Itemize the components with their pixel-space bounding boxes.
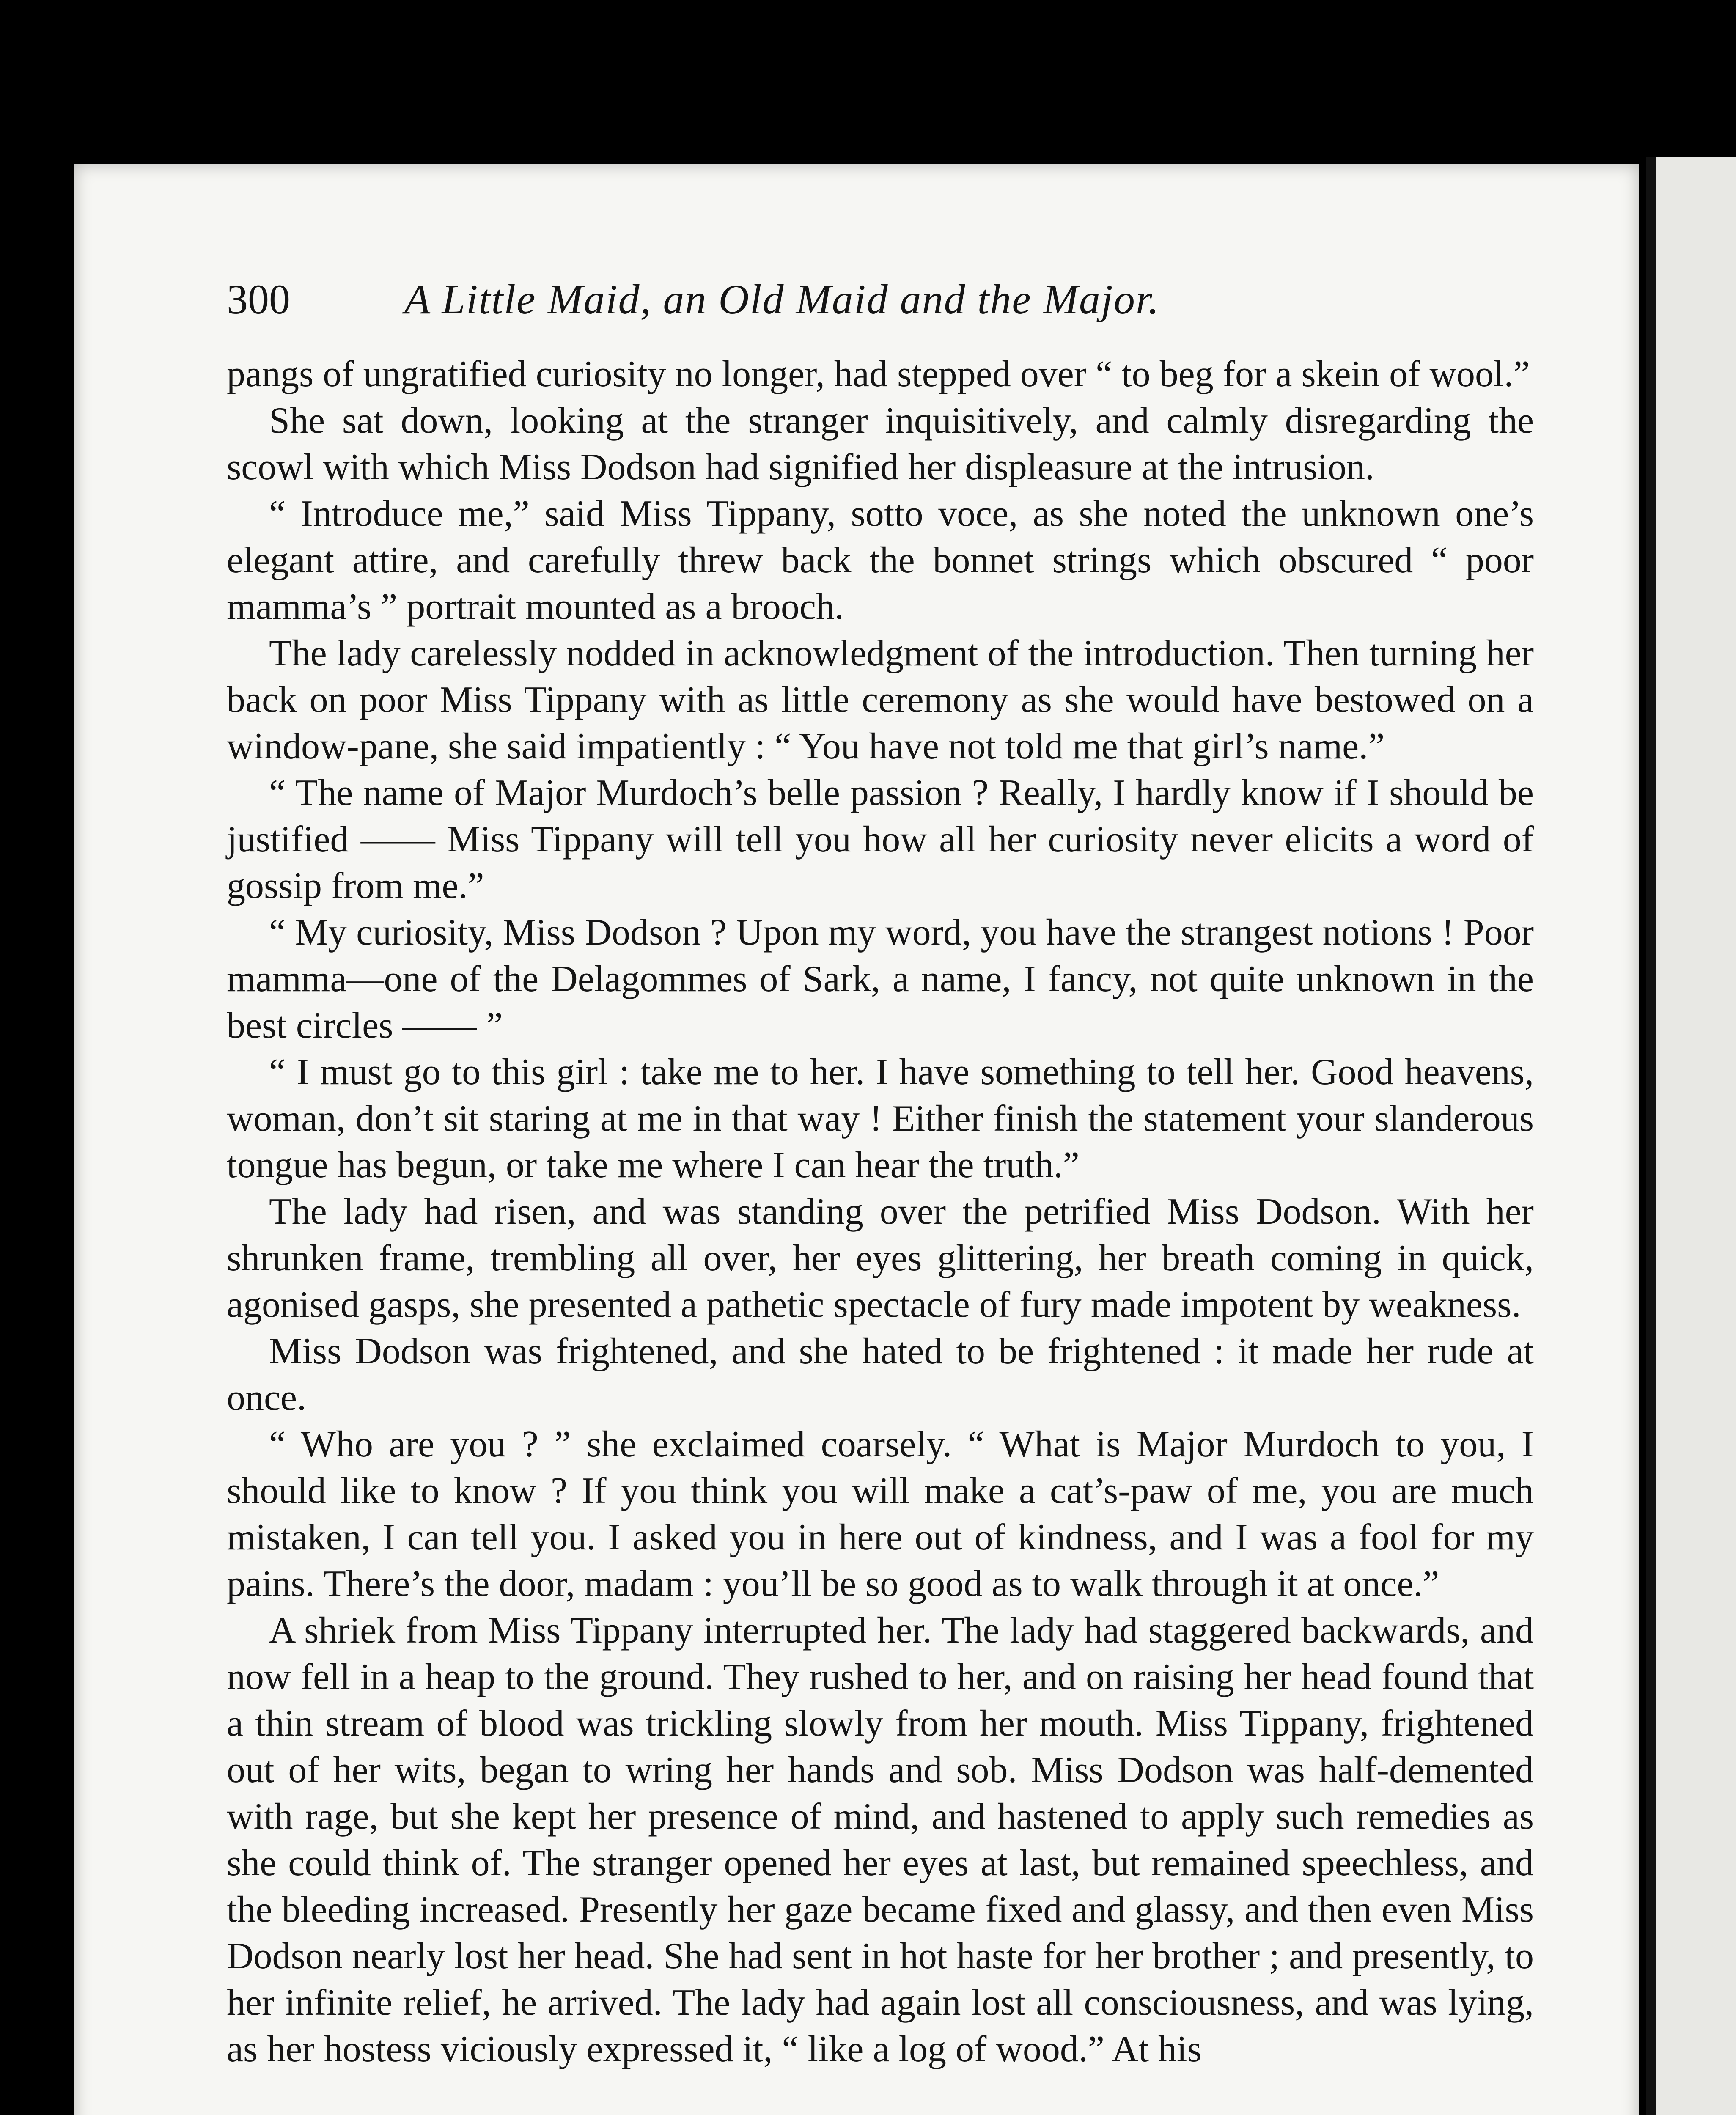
paragraph-9: Miss Dodson was frightened, and she hated to be frightened : it made her rude at once. [227, 1331, 1534, 1418]
running-head [227, 275, 1534, 347]
body-text [227, 351, 1534, 2073]
next-page-edge [1646, 157, 1736, 2115]
paragraph-8: The lady had risen, and was standing over the petrified Miss Dodson. With her shrunken frame, trembling all over, her eyes glittering, her breath coming in quick, agonised gasps, she presented a pathetic spectacle of fury made impotent by weakness. [227, 1191, 1534, 1325]
paragraph-4: The lady carelessly nodded in acknowledgment of the introduction. Then turning her back on poor Miss Tippany with as little ceremony as she would have bestowed on a window-pane, she said impatiently : “ You have not told me that girl’s name.” [227, 633, 1534, 767]
page-number: 300 [227, 276, 290, 323]
paragraph-1: pangs of ungratified curiosity no longer, had stepped over “ to beg for a skein of wool.” [227, 354, 1530, 395]
paragraph-6: “ My curiosity, Miss Dodson ? Upon my word, you have the strangest notions ! Poor mamma—one of the Delagommes of Sark, a name, I fancy, not quite unknown in the best circles —— ” [227, 912, 1534, 1046]
paragraph-10: “ Who are you ? ” she exclaimed coarsely. “ What is Major Murdoch to you, I should like to know ? If you think you will make a cat’s-paw of me, you are much mistaken, I can tell you. I asked you in here out of kindness, and I was a fool for my pains. There’s the door, madam : you’ll be so good as to walk through it at once.” [227, 1424, 1534, 1604]
paragraph-5: “ The name of Major Murdoch’s belle passion ? Really, I hardly know if I should be justified —— Miss Tippany will tell you how all her curiosity never elicits a word of gossip from me.” [227, 772, 1534, 906]
running-title: A Little Maid, an Old Maid and the Major. [404, 276, 1160, 323]
paragraph-2: She sat down, looking at the stranger inquisitively, and calmly disregarding the scowl with which Miss Dodson had signified her displeasure at the intrusion. [227, 400, 1534, 488]
paragraph-3: “ Introduce me,” said Miss Tippany, sotto voce, as she noted the unknown one’s elegant attire, and carefully threw back the bonnet strings which obscured “ poor mamma’s ” portrait mounted as a brooch. [227, 493, 1534, 627]
paragraph-7: “ I must go to this girl : take me to her. I have something to tell her. Good heavens, woman, don’t sit staring at me in that way ! Either finish the statement your slanderous tongue has begun, or take me where I can hear the truth.” [227, 1052, 1534, 1186]
page-text-block [227, 275, 1534, 2115]
paragraph-11: A shriek from Miss Tippany interrupted her. The lady had staggered backwards, and now fell in a heap to the ground. They rushed to her, and on raising her head found that a thin stream of blood was trickling slowly from her mouth. Miss Tippany, frightened out of her wits, began to wring her hands and sob. Miss Dodson was half-demented with rage, but she kept her presence of mind, and hastened to apply such remedies as she could think of. The stranger opened her eyes at last, but remained speechless, and the bleeding increased. Presently her gaze became fixed and glassy, and then even Miss Dodson nearly lost her head. She had sent in hot haste for her brother ; and presently, to her infinite relief, he arrived. The lady had again lost all consciousness, and was lying, as her hostess viciously expressed it, “ like a log of wood.” At his [227, 1610, 1534, 2070]
